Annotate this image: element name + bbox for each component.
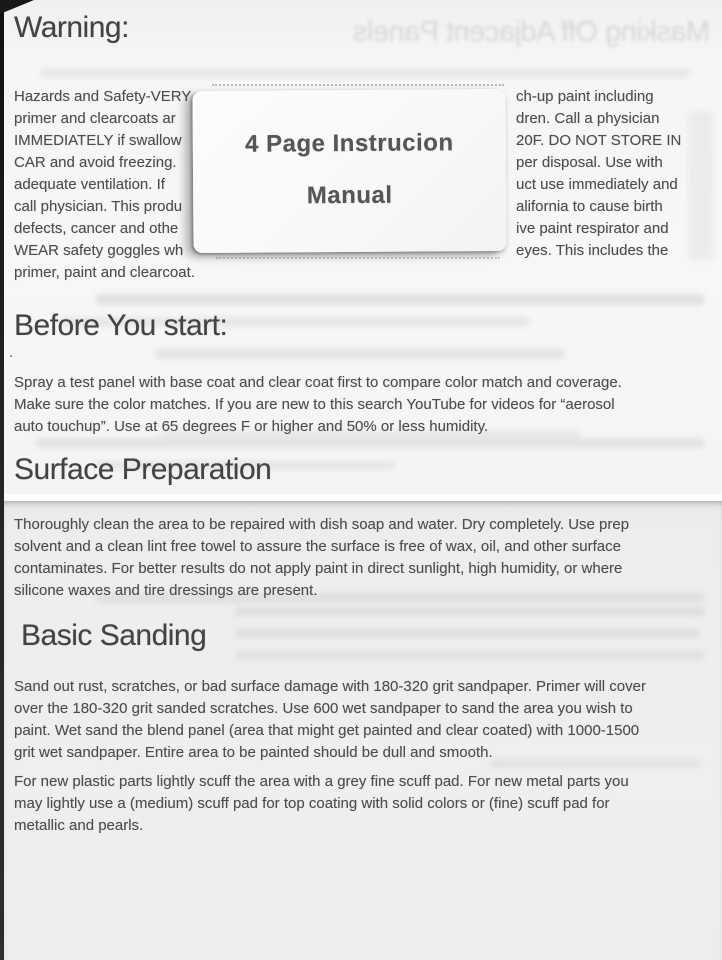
warning-text-line: call physician. This produ bbox=[14, 198, 183, 215]
warning-text-line: IMMEDIATELY if swallow bbox=[14, 132, 182, 149]
ghost-text-line bbox=[688, 110, 714, 260]
body-text-line: Sand out rust, scratches, or bad surface damage with 180-320 grit sandpaper. Primer will cover bbox=[14, 678, 646, 695]
sticker-perforation-bottom bbox=[216, 257, 500, 259]
ghost-text-line bbox=[35, 438, 705, 448]
warning-text-line: alifornia to cause birth bbox=[516, 198, 663, 215]
stray-period-mark: . bbox=[9, 344, 14, 361]
bleed-through-heading: Masking Off Adjacent Panels bbox=[353, 16, 710, 48]
sticker-perforation-top bbox=[212, 84, 504, 86]
warning-text-line: per disposal. Use with bbox=[516, 154, 663, 171]
warning-text-line: dren. Call a physician bbox=[516, 110, 660, 127]
body-text-line: Spray a test panel with base coat and clear coat first to compare color match and coverage. bbox=[14, 374, 622, 391]
ghost-text-line bbox=[155, 349, 565, 359]
body-text-line: may lightly use a (medium) scuff pad for top coating with solid colors or (fine) scuff pad for bbox=[14, 795, 610, 812]
ghost-text-line bbox=[235, 651, 705, 660]
warning-text-line: adequate ventilation. If bbox=[14, 176, 165, 193]
sticker-title-line1: 4 Page Instrucion bbox=[244, 129, 454, 158]
warning-text-line: 20F. DO NOT STORE IN bbox=[516, 132, 682, 149]
warning-text-line: defects, cancer and othe bbox=[14, 220, 179, 237]
body-text-line: metallic and pearls. bbox=[14, 817, 144, 834]
body-text-line: over the 180-320 grit sanded scratches. Use 600 wet sandpaper to sand the area you wish to bbox=[14, 700, 633, 717]
warning-text-line: primer and clearcoats ar bbox=[14, 110, 176, 127]
body-text-line: paint. Wet sand the blend panel (area that might get painted and clear coated) with 1000-1500 bbox=[14, 722, 640, 739]
body-text-line: silicone waxes and tire dressings are present. bbox=[14, 582, 318, 599]
body-text-line: auto touchup”. Use at 65 degrees F or higher and 50% or less humidity. bbox=[14, 418, 489, 435]
warning-text-line: ive paint respirator and bbox=[516, 220, 669, 237]
body-text-line: contaminates. For better results do not apply paint in direct sunlight, high humidity, or where bbox=[14, 560, 623, 577]
warning-text-line: Hazards and Safety-VERY bbox=[14, 88, 192, 105]
ghost-text-line bbox=[40, 68, 690, 78]
instruction-manual-sticker bbox=[192, 89, 506, 253]
ghost-text-line bbox=[235, 629, 700, 638]
ghost-text-line bbox=[490, 759, 700, 768]
body-text-line: grit wet sandpaper. Entire area to be painted should be dull and smooth. bbox=[14, 744, 493, 761]
warning-text-line: eyes. This includes the bbox=[516, 242, 669, 259]
warning-text-line: primer, paint and clearcoat. bbox=[14, 264, 195, 281]
basic-sanding-heading: Basic Sanding bbox=[21, 619, 207, 652]
warning-text-line: uct use immediately and bbox=[516, 176, 678, 193]
ghost-text-line bbox=[235, 607, 705, 616]
body-text-line: For new plastic parts lightly scuff the area with a grey fine scuff pad. For new metal parts you bbox=[14, 773, 629, 790]
before-you-start-heading: Before You start: bbox=[14, 309, 228, 342]
ghost-text-line bbox=[95, 294, 705, 305]
photo-background-edge bbox=[0, 0, 4, 960]
body-text-line: Make sure the color matches. If you are new to this search YouTube for videos for “aerosol bbox=[14, 396, 615, 413]
body-text-line: solvent and a clean lint free towel to assure the surface is free of wax, oil, and other surface bbox=[14, 538, 621, 555]
sticker-title-line2: Manual bbox=[306, 181, 393, 210]
surface-preparation-heading: Surface Preparation bbox=[14, 453, 272, 486]
warning-text-line: WEAR safety goggles wh bbox=[14, 242, 184, 259]
warning-heading: Warning: bbox=[14, 11, 129, 44]
warning-text-line: ch-up paint including bbox=[516, 88, 654, 105]
body-text-line: Thoroughly clean the area to be repaired with dish soap and water. Dry completely. Use prep bbox=[14, 516, 630, 533]
warning-text-line: CAR and avoid freezing. bbox=[14, 154, 177, 171]
